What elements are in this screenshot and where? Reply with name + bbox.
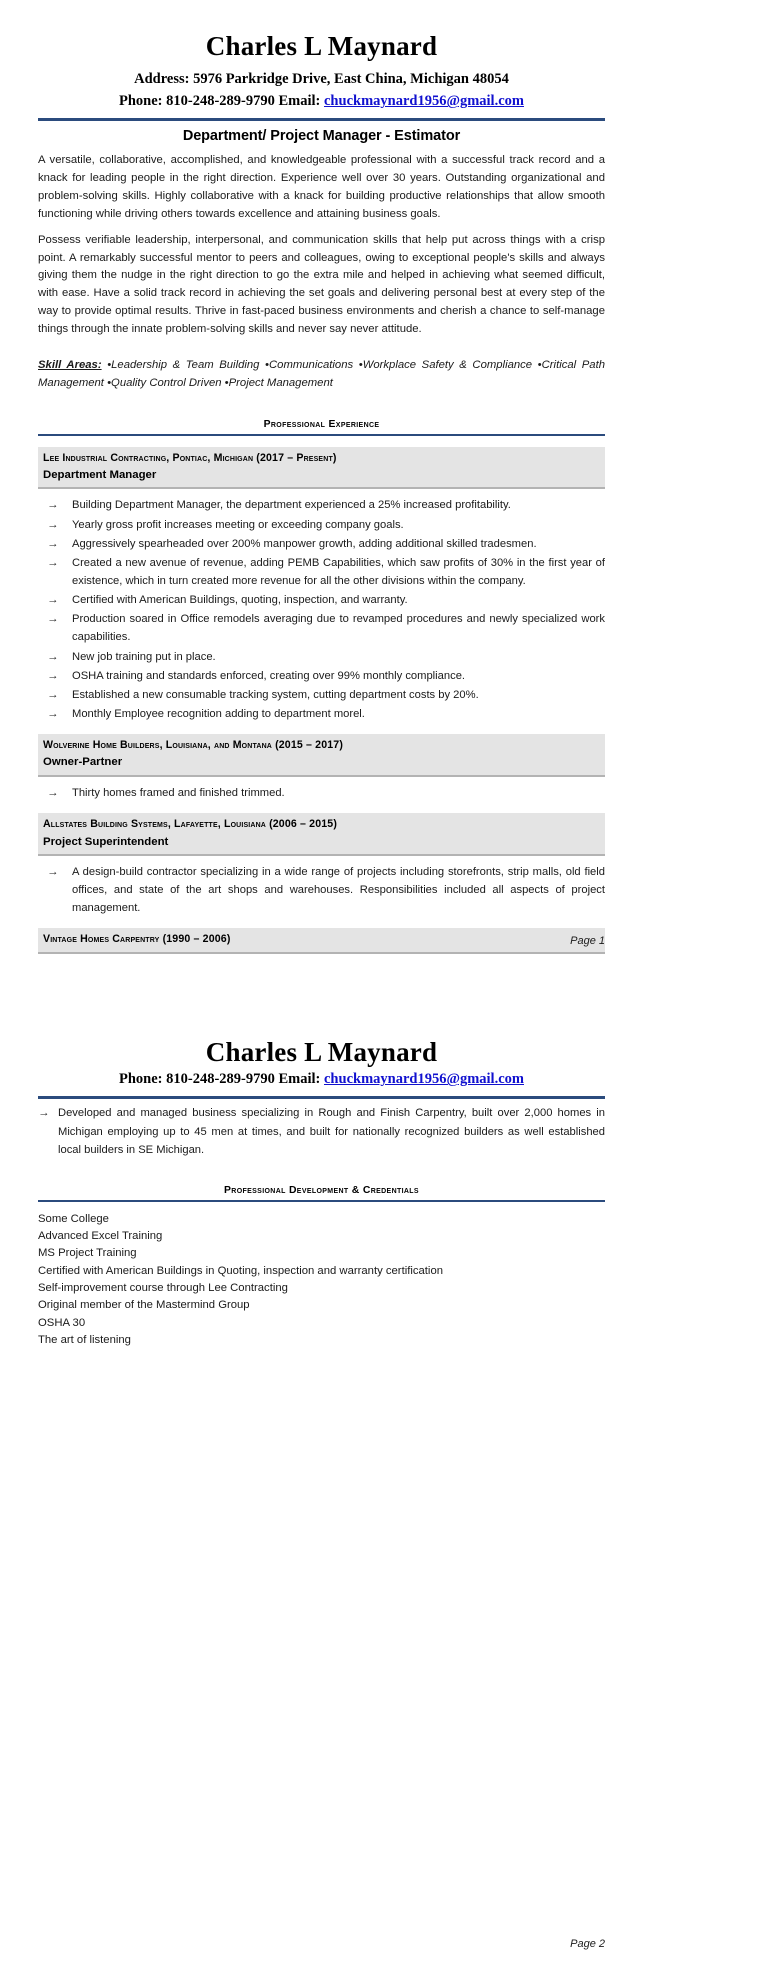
list-item bbox=[38, 610, 605, 646]
contact-phone-email bbox=[38, 90, 605, 112]
job-role: Project Superintendent bbox=[43, 835, 169, 848]
list-item: Certified with American Buildings in Quoting, inspection and warranty certification bbox=[38, 1264, 444, 1277]
page-footer: Page 2 bbox=[570, 1938, 605, 1950]
job-entry bbox=[38, 734, 605, 802]
page-2-content bbox=[0, 1000, 768, 1349]
bullet-text: Created a new avenue of revenue, adding PEMB Capabilities, which saw profits of 30% in the first year of existence, which in turn created more revenue for all the other divisions within the company. bbox=[72, 556, 605, 587]
list-item bbox=[38, 496, 605, 514]
arrow-bullet-icon: → bbox=[47, 688, 59, 701]
list-item: Some College bbox=[38, 1212, 109, 1225]
job-company: Vintage Homes Carpentry (1990 – 2006) bbox=[43, 933, 231, 946]
summary-paragraph-2: Possess verifiable leadership, interpersonal, and communication skills that help put across things with a crisp point. A remarkably successful mentor to peers and colleagues, owing to exceptional people's skills and always giving them the nudge in the right direction to go the extra mile and helped in achieving what seemed difficult, with ease. Have a solid track record in achieving the set goals and delivering personal best at every step of the way to provide optimal results. Thrive in fast-paced business environments and cherish a chance to self-manage things through the innate problem-solving skills and never say never attitude. bbox=[38, 233, 605, 336]
job-bullet-list bbox=[38, 784, 605, 802]
section-heading-credentials: Professional Development & Credentials bbox=[224, 1184, 419, 1196]
arrow-bullet-icon: → bbox=[47, 499, 59, 512]
bullet-text: Thirty homes framed and finished trimmed. bbox=[72, 787, 285, 800]
bullet-text: A design-build contractor specializing in a wide range of projects including storefronts, strip malls, old field offices, and state of the art shops and warehouses. Responsibilities included all aspects of project management. bbox=[72, 866, 605, 915]
contact-phone-email bbox=[38, 1068, 605, 1090]
job-bullet-list bbox=[38, 863, 605, 917]
page-1-content bbox=[0, 0, 768, 954]
list-item bbox=[38, 535, 605, 553]
professional-experience-section bbox=[38, 419, 605, 954]
bullet-text: Yearly gross profit increases meeting or exceeding company goals. bbox=[72, 518, 404, 531]
list-item: MS Project Training bbox=[38, 1247, 137, 1260]
arrow-bullet-icon: → bbox=[47, 787, 59, 800]
arrow-bullet-icon: → bbox=[47, 537, 59, 550]
job-header bbox=[38, 447, 605, 490]
header-divider bbox=[38, 1096, 605, 1099]
section-divider-credentials bbox=[38, 1200, 605, 1202]
credentials-list bbox=[38, 1211, 605, 1349]
skill-areas bbox=[38, 357, 605, 393]
arrow-bullet-icon: → bbox=[47, 650, 59, 663]
list-item: OSHA 30 bbox=[38, 1316, 86, 1329]
skill-areas-label: Skill Areas: bbox=[38, 358, 102, 371]
job-header bbox=[38, 928, 605, 953]
bullet-text: New job training put in place. bbox=[72, 650, 216, 663]
section-divider-experience bbox=[38, 434, 605, 436]
arrow-bullet-icon: → bbox=[47, 556, 59, 569]
job-bullet-list bbox=[38, 496, 605, 723]
contact-address: Address: 5976 Parkridge Drive, East China, Michigan 48054 bbox=[134, 71, 509, 88]
job-company: Lee Industrial Contracting, Pontiac, Michigan (2017 – Present) bbox=[43, 451, 337, 464]
email-link[interactable]: chuckmaynard1956@gmail.com bbox=[324, 93, 524, 110]
list-item: Original member of the Mastermind Group bbox=[38, 1299, 250, 1312]
list-item bbox=[38, 784, 605, 802]
arrow-bullet-icon: → bbox=[47, 669, 59, 682]
page2-lead-bullet-list bbox=[38, 1104, 605, 1158]
job-company: Wolverine Home Builders, Louisiana, and Montana (2015 – 2017) bbox=[43, 739, 344, 752]
list-item bbox=[38, 667, 605, 685]
list-item bbox=[38, 591, 605, 609]
bullet-text: Monthly Employee recognition adding to department morel. bbox=[72, 707, 365, 720]
skill-areas-list: •Leadership & Team Building •Communications •Workplace Safety & Compliance •Critical Path Management •Quality Control Driven •Project Management bbox=[38, 358, 605, 389]
page-footer: Page 1 bbox=[570, 935, 605, 947]
section-heading-experience: Professional Experience bbox=[263, 418, 380, 430]
headline-job-title: Department/ Project Manager - Estimator bbox=[182, 128, 461, 145]
bullet-text: Production soared in Office remodels averaging due to revamped procedures and newly specialized work capabilities. bbox=[72, 613, 605, 644]
bullet-text: Developed and managed business specializing in Rough and Finish Carpentry, built over 2,000 homes in Michigan employing up to 45 men at times, and built for nationally recognized builders as well established local builders in SE Michigan. bbox=[58, 1107, 605, 1156]
job-entry bbox=[38, 928, 605, 953]
arrow-bullet-icon: → bbox=[38, 1107, 50, 1120]
bullet-text: OSHA training and standards enforced, creating over 99% monthly compliance. bbox=[72, 669, 466, 682]
arrow-bullet-icon: → bbox=[47, 866, 59, 879]
professional-development-section bbox=[38, 1185, 605, 1349]
email-link[interactable]: chuckmaynard1956@gmail.com bbox=[324, 1071, 524, 1088]
arrow-bullet-icon: → bbox=[47, 613, 59, 626]
job-header bbox=[38, 734, 605, 777]
list-item bbox=[38, 554, 605, 590]
bullet-text: Building Department Manager, the department experienced a 25% increased profitability. bbox=[72, 499, 511, 512]
phone-label: Phone: 810-248-289-9790 Email: bbox=[119, 93, 324, 110]
job-role: Owner-Partner bbox=[43, 756, 123, 769]
page-title: Charles L Maynard bbox=[205, 1037, 438, 1067]
summary-paragraph-1: A versatile, collaborative, accomplished, and knowledgeable professional with a successful track record and a knack for leading people in the right direction. Experience well over 30 years. Outstanding organizational and problem-solving skills. Highly collaborative with a knack for building productive relationships that allow smooth functioning while driving others towards excellence and attaining business goals. bbox=[38, 154, 605, 220]
arrow-bullet-icon: → bbox=[47, 518, 59, 531]
list-item bbox=[38, 686, 605, 704]
page-title: Charles L Maynard bbox=[205, 31, 438, 61]
bullet-text: Established a new consumable tracking system, cutting department costs by 20%. bbox=[72, 688, 479, 701]
job-role: Department Manager bbox=[43, 468, 157, 481]
bullet-text: Certified with American Buildings, quoting, inspection, and warranty. bbox=[72, 594, 408, 607]
arrow-bullet-icon: → bbox=[47, 707, 59, 720]
resume-page-2 bbox=[0, 1000, 768, 1988]
phone-label: Phone: 810-248-289-9790 Email: bbox=[119, 1071, 324, 1088]
job-header bbox=[38, 813, 605, 856]
bullet-text: Aggressively spearheaded over 200% manpower growth, adding additional skilled tradesmen. bbox=[72, 537, 537, 550]
list-item bbox=[38, 863, 605, 917]
job-entry bbox=[38, 813, 605, 917]
list-item: The art of listening bbox=[38, 1333, 131, 1346]
list-item: Self-improvement course through Lee Contracting bbox=[38, 1281, 288, 1294]
job-entry bbox=[38, 447, 605, 724]
list-item bbox=[38, 705, 605, 723]
job-company: Allstates Building Systems, Lafayette, Louisiana (2006 – 2015) bbox=[43, 818, 338, 831]
arrow-bullet-icon: → bbox=[47, 594, 59, 607]
list-item bbox=[38, 648, 605, 666]
list-item bbox=[38, 1104, 605, 1158]
list-item bbox=[38, 516, 605, 534]
list-item: Advanced Excel Training bbox=[38, 1230, 163, 1243]
